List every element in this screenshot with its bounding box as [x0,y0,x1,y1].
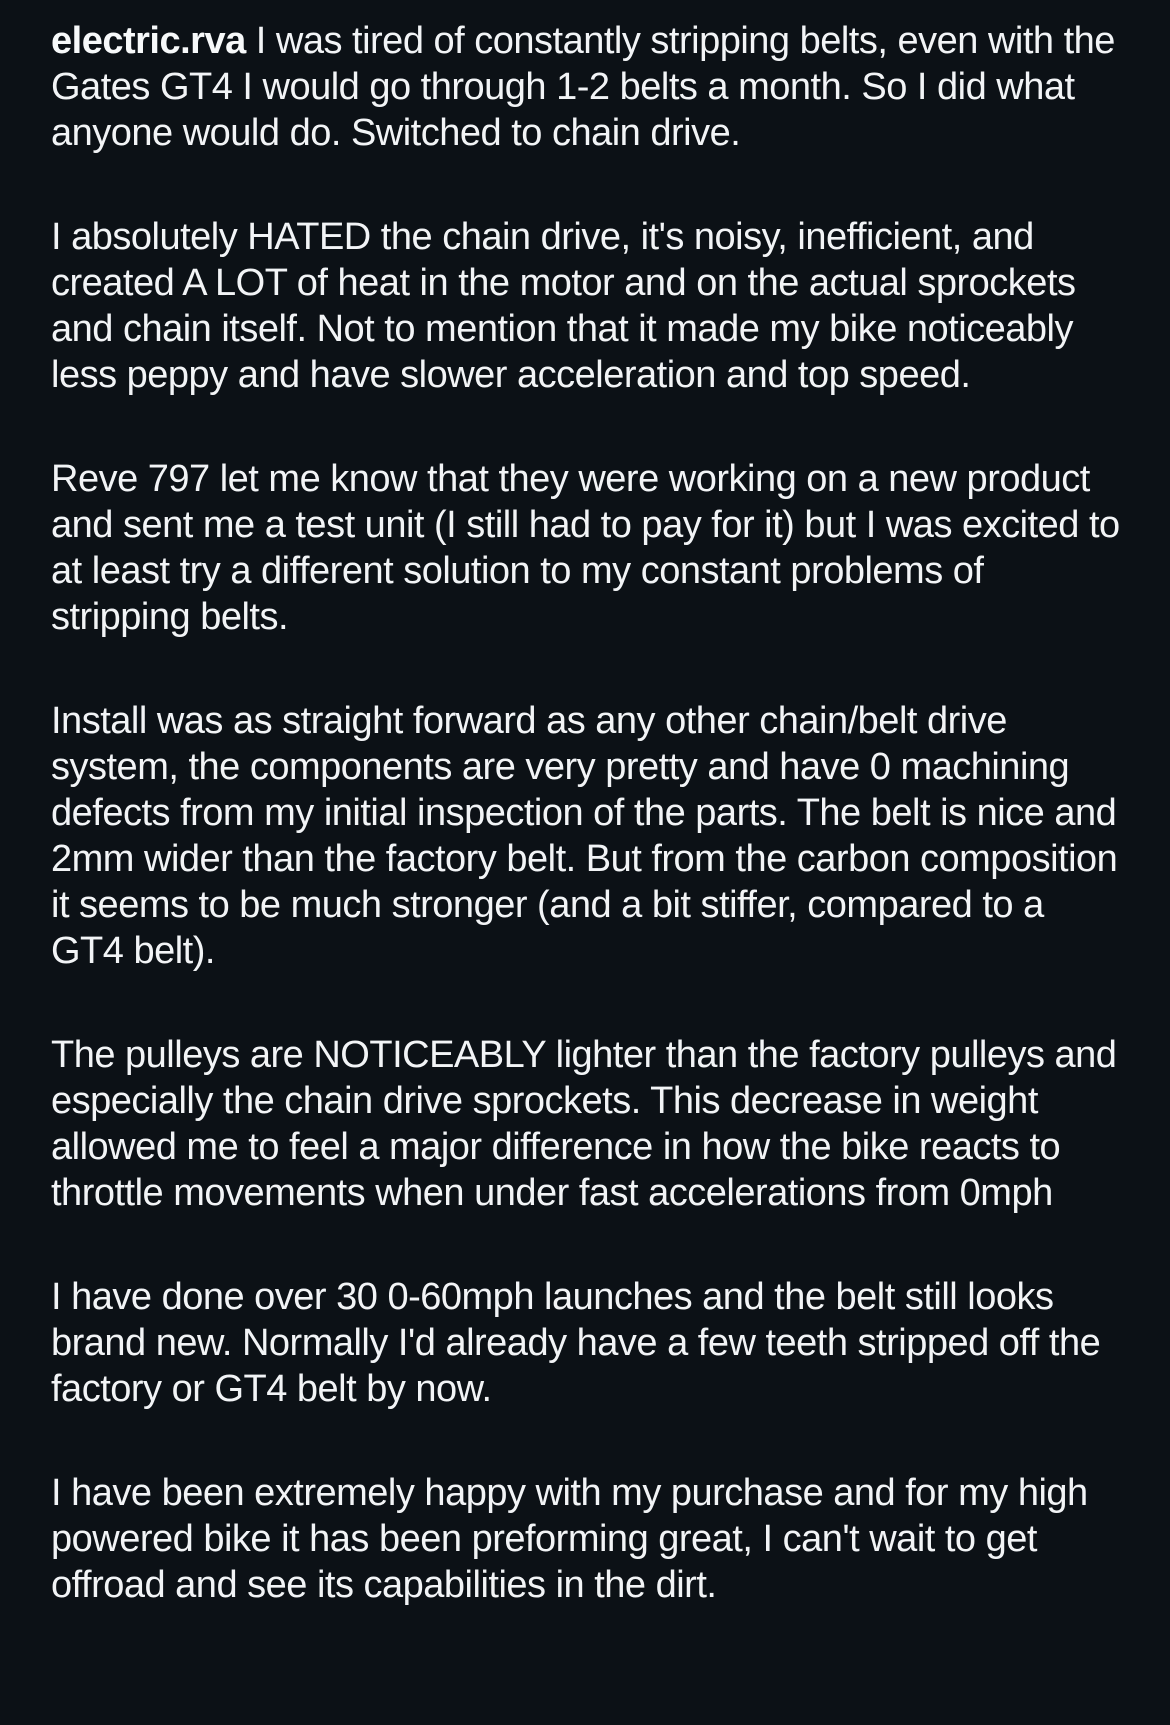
username-link[interactable]: electric.rva [51,20,246,62]
caption-paragraph-6: I have done over 30 0-60mph launches and the belt still looks brand new. Normally I'd already have a few teeth stripped off the factory or GT4 belt by now. [51,1276,1101,1410]
caption-paragraph-1 [51,18,1123,156]
caption-paragraph-7: I have been extremely happy with my purchase and for my high powered bike it has been preforming great, I can't wait to get offroad and see its capabilities in the dirt. [51,1472,1088,1606]
caption-paragraph-5: The pulleys are NOTICEABLY lighter than the factory pulleys and especially the chain drive sprockets. This decrease in weight allowed me to feel a major difference in how the bike reacts to throttle movements when under fast accelerations from 0mph [51,1034,1117,1214]
caption-paragraph-1-text: I was tired of constantly stripping belts, even with the Gates GT4 I would go through 1-2 belts a month. So I did what anyone would do. Switched to chain drive. [51,20,1115,154]
caption-paragraph-2: I absolutely HATED the chain drive, it's noisy, inefficient, and created A LOT of heat in the motor and on the actual sprockets and chain itself. Not to mention that it made my bike noticeably less peppy and have slower acceleration and top speed. [51,216,1076,396]
caption-intro-text [246,20,256,62]
caption-paragraph-3: Reve 797 let me know that they were working on a new product and sent me a test unit (I still had to pay for it) but I was excited to at least try a different solution to my constant problems of stripping belts. [51,458,1120,638]
caption-paragraph-4: Install was as straight forward as any other chain/belt drive system, the components are very pretty and have 0 machining defects from my initial inspection of the parts. The belt is nice and 2mm wider than the factory belt. But from the carbon composition it seems to be much stronger (and a bit stiffer, compared to a GT4 belt). [51,700,1118,972]
